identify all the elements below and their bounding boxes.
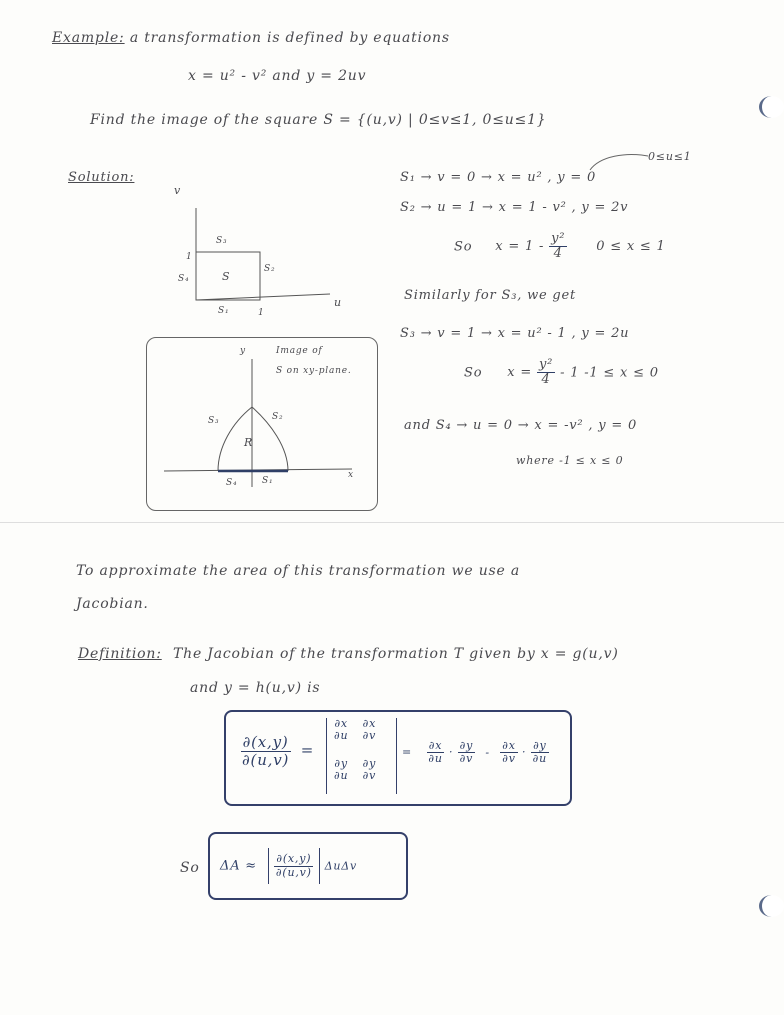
dot-1: · xyxy=(449,745,454,759)
definition-label: Definition: xyxy=(78,646,162,662)
m11-num: ∂x xyxy=(334,717,348,730)
m21-num: ∂y xyxy=(334,757,348,770)
image-s3-label: S₃ xyxy=(208,416,220,426)
tick-one-v: 1 xyxy=(186,252,193,262)
area-den: ∂(u,v) xyxy=(275,865,312,879)
m22 xyxy=(363,758,377,782)
r2 xyxy=(458,740,476,765)
dot-2: · xyxy=(522,745,527,759)
r4 xyxy=(531,740,549,765)
image-s2-label: S₂ xyxy=(272,412,284,422)
so1-den: 4 xyxy=(553,246,563,262)
r4-num: ∂y xyxy=(533,739,547,752)
square-s-label: S xyxy=(222,270,231,283)
r2-den: ∂v xyxy=(459,752,474,766)
r3-den: ∂v xyxy=(502,752,516,766)
m22-den: ∂v xyxy=(362,769,377,783)
example-label: Example: xyxy=(52,30,125,46)
where-line: where -1 ≤ x ≤ 0 xyxy=(516,454,624,467)
range-arrow-path xyxy=(590,155,648,170)
image-axis-x: x xyxy=(348,470,354,480)
solution-line-4: and S₄ → u = 0 → x = -v² , y = 0 xyxy=(404,418,638,433)
image-region-r: R xyxy=(244,436,254,449)
r1-num: ∂x xyxy=(428,739,443,752)
area-bar-right xyxy=(319,848,320,884)
solution-label: Solution: xyxy=(68,170,135,185)
axis-v-label: v xyxy=(174,184,182,197)
m21-den: ∂u xyxy=(334,769,349,783)
so1-expr: x = 1 - xyxy=(495,239,545,255)
area-tail: ΔuΔv xyxy=(324,859,358,873)
jacobian-lhs xyxy=(240,734,314,768)
image-caption-1: Image of xyxy=(276,346,323,356)
so2-den: 4 xyxy=(541,372,551,388)
lhs-fraction xyxy=(240,734,291,768)
so2-expr: x = xyxy=(507,365,533,381)
definition-line-2: and y = h(u,v) is xyxy=(190,680,321,696)
area-lhs: ΔA ≈ xyxy=(220,858,258,874)
m21 xyxy=(334,758,348,782)
m22-num: ∂y xyxy=(362,757,377,770)
r1 xyxy=(426,740,444,765)
eq-sign-2: = xyxy=(402,745,413,759)
m11 xyxy=(334,718,348,742)
binder-hole-bottom xyxy=(759,895,784,917)
equations: x = u² - v² and y = 2uv xyxy=(188,68,367,84)
jacobian-rhs xyxy=(402,740,549,765)
area-fraction xyxy=(274,853,314,878)
similarly-line: Similarly for S₃, we get xyxy=(404,288,577,303)
matrix-row-1 xyxy=(334,718,376,742)
solution-line-1: S₁ → v = 0 → x = u² , y = 0 xyxy=(400,170,597,185)
definition-text-1: The Jacobian of the transformation T given by x = g(u,v) xyxy=(173,646,619,662)
square-s1-label: S₁ xyxy=(218,306,230,316)
so-line-2 xyxy=(464,358,659,388)
matrix-row-2 xyxy=(334,758,376,782)
so1-num: y² xyxy=(551,231,566,246)
eq-sign-1: = xyxy=(300,741,315,759)
area-num: ∂(x,y) xyxy=(276,852,312,866)
so1-range: 0 ≤ x ≤ 1 xyxy=(596,239,666,255)
m12-num: ∂x xyxy=(362,717,377,730)
jacobian-box xyxy=(224,710,572,806)
area-formula xyxy=(220,848,357,884)
solution-line-2: S₂ → u = 1 → x = 1 - v² , y = 2v xyxy=(400,200,629,215)
image-axis-y: y xyxy=(240,346,246,356)
r3-num: ∂x xyxy=(502,739,516,752)
r3 xyxy=(500,740,518,765)
u-axis-line xyxy=(196,294,330,300)
tick-one-u: 1 xyxy=(258,308,265,318)
so2-num: y² xyxy=(538,357,554,372)
axis-u-label: u xyxy=(334,296,342,309)
r1-den: ∂u xyxy=(428,752,443,766)
square-s4-label: S₄ xyxy=(178,274,190,284)
m12 xyxy=(363,718,377,742)
so1-fraction xyxy=(549,232,567,262)
approx-line-1: To approximate the area of this transformation we use a xyxy=(76,563,520,579)
so-line-1 xyxy=(454,232,666,262)
square-s3-label: S₃ xyxy=(216,236,228,246)
area-box xyxy=(208,832,408,900)
so2-fraction xyxy=(537,358,555,388)
lhs-num: ∂(x,y) xyxy=(242,733,289,751)
r4-den: ∂u xyxy=(532,752,548,766)
page-divider xyxy=(0,522,784,523)
binder-hole-top xyxy=(759,96,784,118)
m12-den: ∂v xyxy=(362,729,377,743)
area-so: So xyxy=(180,860,200,876)
solution-line-3: S₃ → v = 1 → x = u² - 1 , y = 2u xyxy=(400,326,630,341)
range-arrow xyxy=(586,150,650,172)
so2-tail: - 1 -1 ≤ x ≤ 0 xyxy=(560,365,659,381)
m11-den: ∂u xyxy=(334,729,349,743)
example-heading xyxy=(52,30,450,46)
square-s2-label: S₂ xyxy=(264,264,276,274)
image-caption-2: S on xy-plane. xyxy=(276,366,352,376)
det-bar-left xyxy=(326,718,327,794)
so1-prefix: So xyxy=(454,239,473,255)
r2-num: ∂y xyxy=(459,739,474,752)
range-s1: 0≤u≤1 xyxy=(648,150,692,163)
find-statement: Find the image of the square S = {(u,v) | 0≤v≤1, 0≤u≤1} xyxy=(90,112,547,128)
area-bar-left xyxy=(268,848,269,884)
definition-line-1 xyxy=(78,646,619,662)
example-text: a transformation is defined by equations xyxy=(129,30,450,46)
minus-sign: - xyxy=(485,745,490,759)
approx-line-2: Jacobian. xyxy=(76,596,149,612)
image-s1-label: S₁ xyxy=(262,476,274,486)
lhs-den: ∂(u,v) xyxy=(242,750,290,769)
so2-prefix: So xyxy=(464,365,483,381)
det-bar-right xyxy=(396,718,397,794)
image-s4-label: S₄ xyxy=(226,478,238,488)
